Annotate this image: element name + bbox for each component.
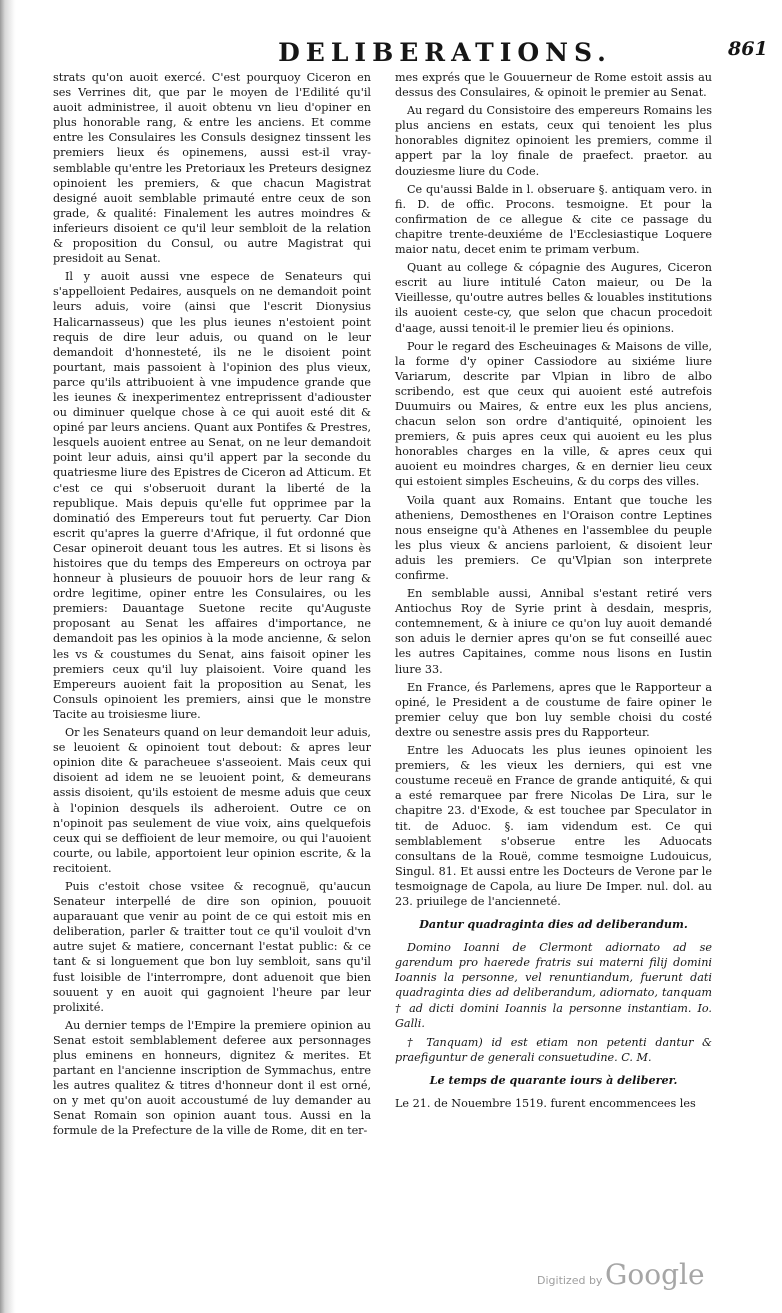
right-paragraph: En semblable aussi, Annibal s'estant retiré vers Antiochus Roy de Syrie print à desdain, mespris, contemnement, & à iniure ce qu'on luy auoit demandé son aduis le dernier apres qu'on se fut conseillé auec les autres Capitaines, comme nous lisons en Iustin liure 33. [395, 587, 712, 676]
right-paragraph: Entre les Aduocats les plus ieunes opinoient les premiers, & les vieux les derniers, qui est vne coustume receuë en France de grande antiquité, & qui a esté remarquee par frere Nicolas De Lira, sur le chapitre 23. d'Exode, & est touchee par Speculator in tit. de Aduoc. §. iam videndum est. Ce qui semblablement s'obserue entre les Aduocats consultans de la Rouë, comme tesmoigne Ludouicus, Singul. 81. Et aussi entre les Docteurs de Verone par le tesmoignage de Capola, au liure De Imper. nul. dol. au 23. priuilege de l'ancienneté. [395, 744, 712, 908]
latin-paragraph: Domino Ioanni de Clermont adiornato ad se garendum pro haerede fratris sui materni filij domini Ioannis la personne, vel renuntiandum, fuerunt dati quadraginta dies ad deliberandum, adiornato, tanquam † ad dicti domini Ioannis la personne instantiam. Io. Galli. [395, 941, 712, 1030]
google-logo: Google [605, 1258, 705, 1291]
page-gutter-shadow [0, 0, 16, 1313]
right-paragraph: Pour le regard des Escheuinages & Maisons de ville, la forme d'y opiner Cassiodore au sixiéme liure Variarum, descrite par Vlpian in libro de albo scribendo, est que ceux qui auoient esté autrefois Duumuirs ou Maires, & entre eux les plus anciens, chacun selon son ordre d'antiquité, opinoient les premiers, & puis apres ceux qui auoient eu les plus honorables charges en la ville, & apres ceux qui auoient eu moindres charges, & en dernier lieu ceux qui estoient simples Escheuins, & du corps des villes. [395, 339, 712, 489]
left-paragraph: Or les Senateurs quand on leur demandoit leur aduis, se leuoient & opinoient tout debout: & apres leur opinion dite & paracheuee s'asseoient. Mais ceux qui disoient ad idem ne se leuoient point, & demeurans assis disoient, qu'ils estoient de mesme aduis que ceux à l'opinion desquels ils adheroient. Outre ce on n'opinoit pas seulement de viue voix, ains quelquefois ceux qui se deffioient de leur memoire, ou qui l'auoient courte, ou labile, apportoient leur opinion escrite, & la recitoient. [53, 726, 371, 875]
right-paragraph: Au regard du Consistoire des empereurs Romains les plus anciens en estats, ceux qui tenoient les plus honorables dignitez opinoient les premiers, comme il appert par la loy finale de praefect. praetor. au douziesme liure du Code. [395, 104, 712, 178]
rubric-latin: Dantur quadraginta dies ad deliberandum. [419, 917, 688, 932]
left-paragraph: Il y auoit aussi vne espece de Senateurs qui s'appelloient Pedaires, ausquels on ne demandoit point leurs aduis, voire (ainsi que l'escrit Dionysius Halicarnasseus) que les plus ieunes n'estoient point requis de dire leur aduis, ou quand on le leur demandoit d'honnesteté, ils ne le disoient point pourtant, mais passoient à l'opinion des plus vieux, parce qu'ils attribuoient à vne impudence grande que les ieunes & inexperimentez entreprissent d'adiouster ou diminuer quelque chose à ce qui auoit esté dit & opiné par leurs anciens. Quant aux Pontifes & Prestres, lesquels auoient entree au Senat, on ne leur demandoit point leur aduis, ainsi qu'il appert par la seconde du quatriesme liure des Epistres de Ciceron ad Atticum. Et c'est ce qui s'obseruoit durant la liberté de la republique. Mais depuis qu'elle fut opprimee par la dominatió des Empereurs tout fut peruerty. Car Dion escrit qu'apres la guerre d'Afrique, il fut ordonné que Cesar opineroit deuant tous les autres. Et si lisons ès histoires que du temps des Empereurs on octroya par honneur à plusieurs de pouuoir hors de leur rang & ordre legitime, opiner entre les Consulaires, ou les premiers: Dauantage Suetone recite qu'Auguste proposant au Senat les affaires d'importance, ne demandoit pas les opinios à la mode ancienne, & selon les vs & coustumes du Senat, ains faisoit opiner les premiers ceux qu'il luy plaisoient. Voire quand les Empereurs auoient fait la proposition au Senat, les Consuls opinoient les premiers, ainsi que le monstre Tacite au troisiesme liure. [53, 270, 371, 721]
last-line: Le 21. de Nouembre 1519. furent encommencees les [395, 1097, 696, 1110]
page-number: 861 [728, 38, 768, 60]
watermark-prefix: Digitized by [537, 1274, 603, 1287]
right-column [395, 70, 712, 1114]
right-paragraph: Quant au college & cópagnie des Augures, Ciceron escrit au liure intitulé Caton maieur, ou De la Vieillesse, qu'outre autres belles & louables institutions ils auoient ceste-cy, que selon que chacun procedoit d'aage, aussi tenoit-il le premier lieu és opinions. [395, 261, 712, 335]
running-title: DELIBERATIONS. [278, 38, 612, 67]
latin-note: † Tanquam) id est etiam non petenti dantur & praefiguntur de generali consuetudine. C. M. [395, 1035, 712, 1064]
digitized-watermark [537, 1258, 737, 1294]
right-paragraph: Voila quant aux Romains. Entant que touche les atheniens, Demosthenes en l'Oraison contre Leptines nous enseigne qu'à Athenes en l'assemblee du peuple les plus vieux & anciens parloient, & disoient leur aduis les premiers. Ce qu'Vlpian son interprete confirme. [395, 493, 712, 582]
left-column [53, 70, 371, 1142]
left-paragraph: strats qu'on auoit exercé. C'est pourquoy Ciceron en ses Verrines dit, que par le moyen de l'Edilité qu'il auoit administree, il auoit obtenu vn lieu d'opiner en plus honorable rang, & entre les anciens. Et comme entre les Consulaires les Consuls designez tinssent les premiers lieux és opinemens, aussi est-il vray-semblable qu'entre les Pretoriaux les Preteurs designez opinoient les premiers, & que chacun Magistrat designé auoit semblable primauté entre ceux de son grade, & qualité: Finalement les autres moindres & inferieurs disoient ce qu'il leur sembloit de la relation & proposition du Consul, ou autre Magistrat qui presidoit au Senat. [53, 71, 371, 266]
right-paragraph: mes exprés que le Gouuerneur de Rome estoit assis au dessus des Consulaires, & opinoit le premier au Senat. [395, 71, 712, 100]
right-paragraph: En France, és Parlemens, apres que le Rapporteur a opiné, le President a de coustume de faire opiner le premier celuy que bon luy semble choisi du costé dextre ou senestre assis pres du Rapporteur. [395, 680, 712, 739]
left-paragraph: Au dernier temps de l'Empire la premiere opinion au Senat estoit semblablement deferee aux personnages plus eminens en honneurs, dignitez & merites. Et partant en l'ancienne inscription de Symmachus, entre les autres qualitez & titres d'honneur dont il est orné, on y met qu'on auoit accoustumé de luy demander au Senat Romain son opinion auant tous. Aussi en la formule de la Prefecture de la ville de Rome, dit en ter- [53, 1018, 371, 1138]
left-paragraph: Puis c'estoit chose vsitee & recognuë, qu'aucun Senateur interpellé de dire son opinion, pouuoit auparauant que venir au point de ce qui estoit mis en deliberation, parler & traitter tout ce qu'il vouloit d'vn autre sujet & matiere, concernant l'estat public: & ce tant & si longuement que bon luy sembloit, sans qu'il fust loisible de l'interrompre, dont aduenoit que bien souuent y en auoit qui gagnoient l'heure par leur prolixité. [53, 879, 371, 1014]
right-paragraph: Ce qu'aussi Balde in l. obseruare §. antiquam vero. in fi. D. de offic. Procons. tesmoigne. Et pour la confirmation de ce allegue & cite ce passage du chapitre trente-deuxiéme de l'Ecclesiastique Loquere maior natu, decet enim te primam verbum. [395, 182, 712, 257]
rubric-french: Le temps de quarante iours à deliberer. [429, 1072, 678, 1087]
